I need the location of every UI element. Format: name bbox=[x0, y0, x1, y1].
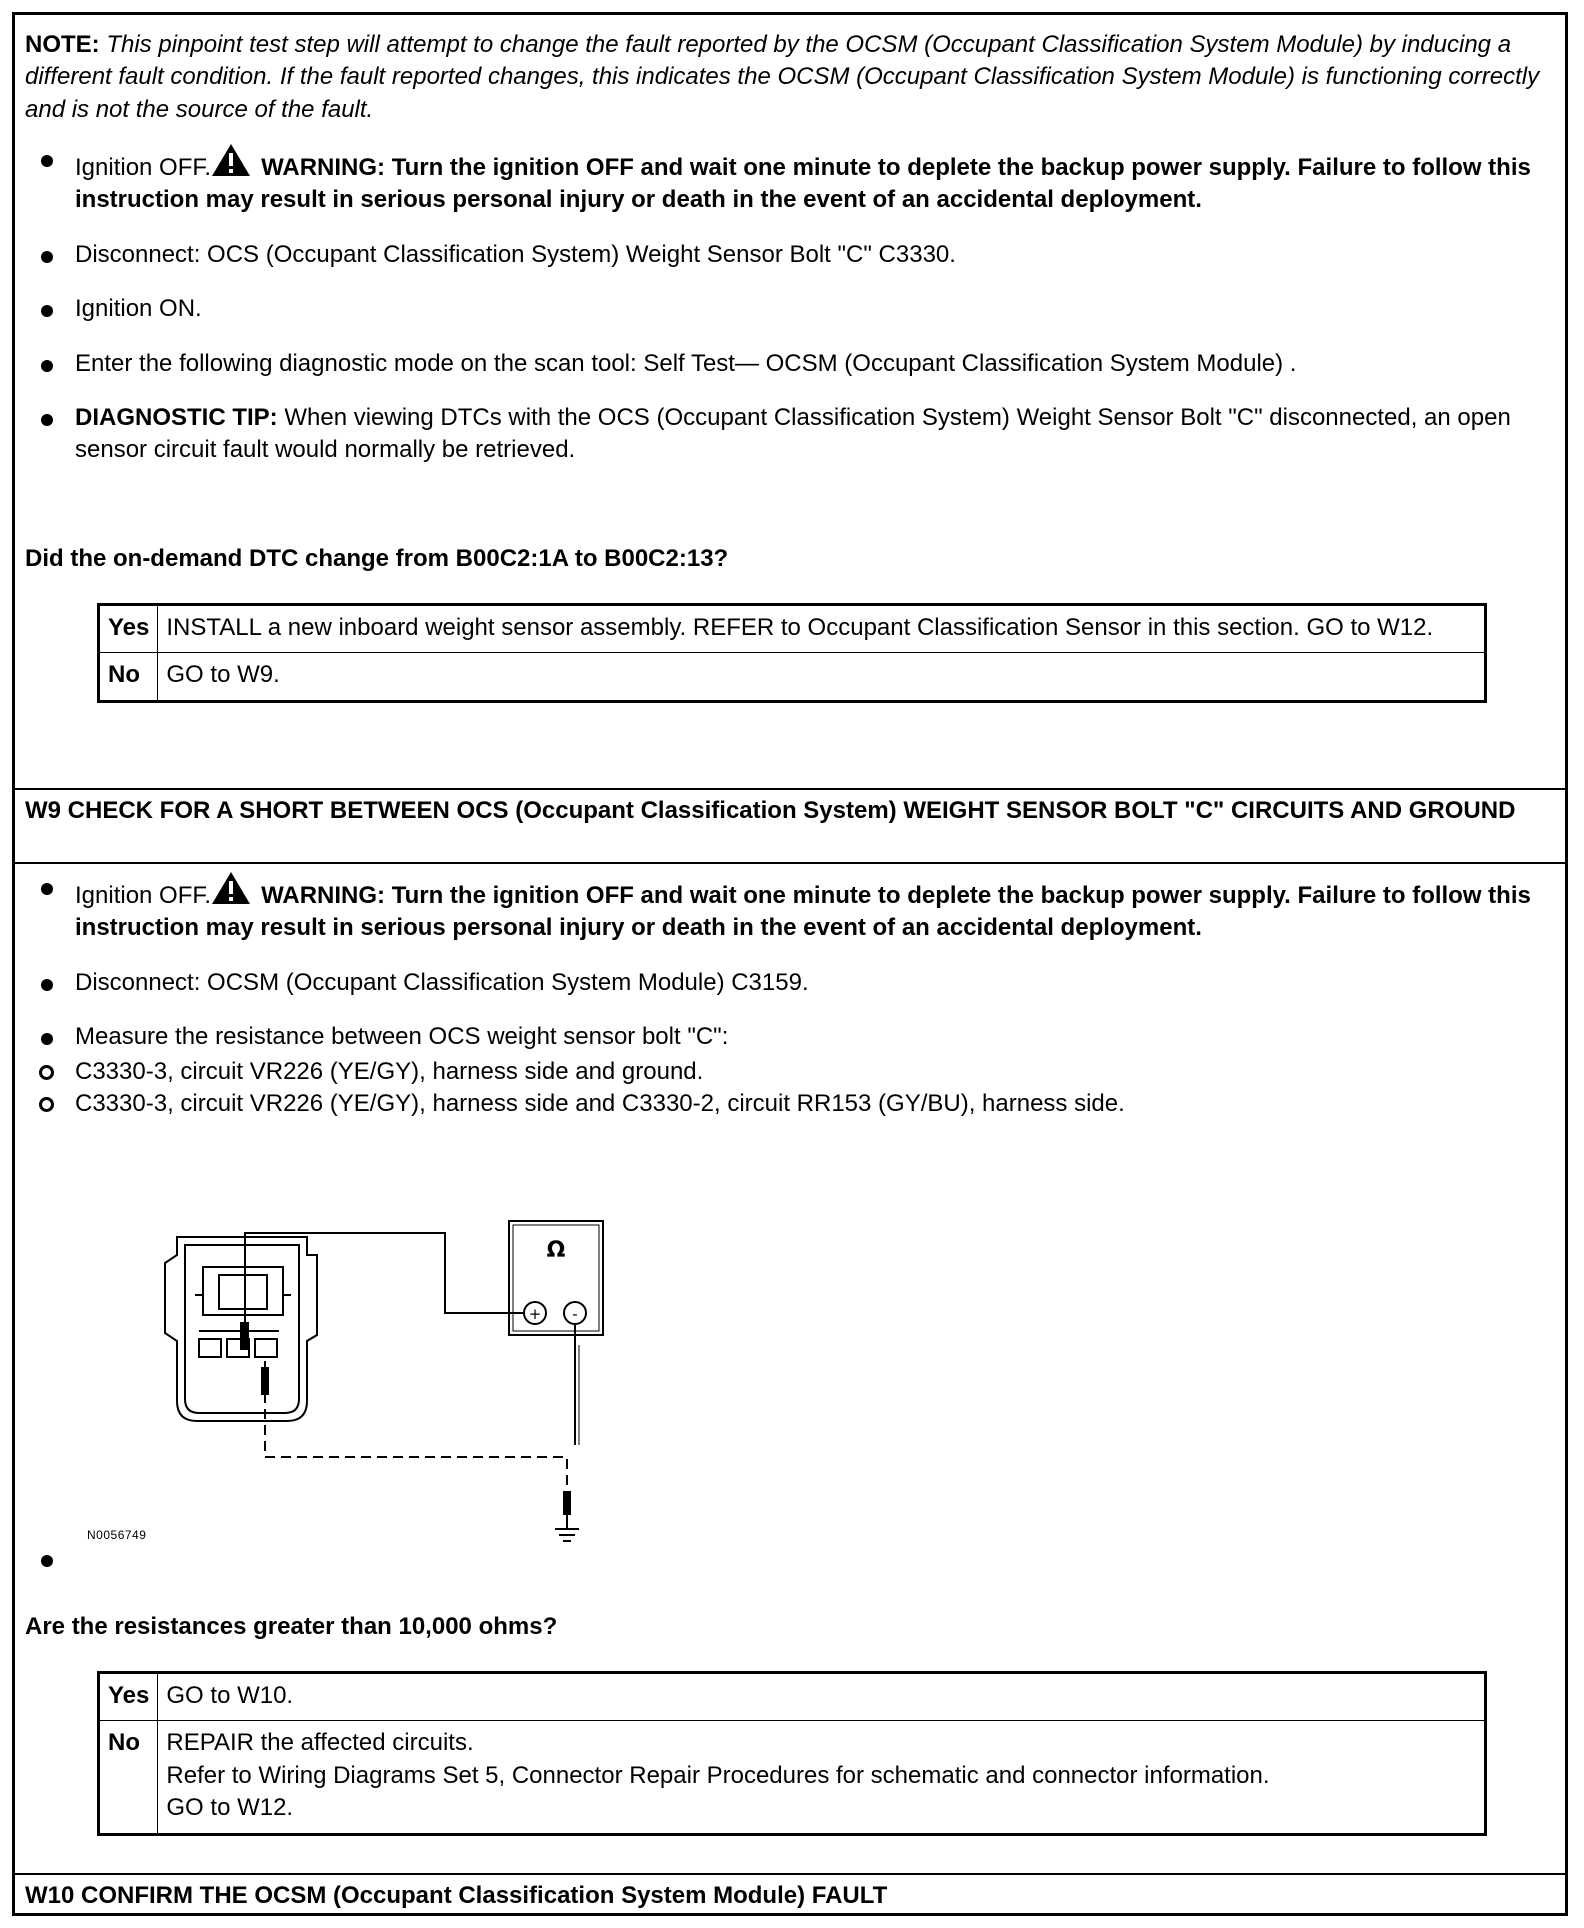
answer-key: Yes bbox=[99, 1673, 158, 1721]
dashed-ground-path bbox=[265, 1361, 567, 1503]
answer-text bbox=[158, 1721, 1486, 1834]
w10-heading: W10 CONFIRM THE OCSM (Occupant Classification System Module) FAULT bbox=[25, 1882, 888, 1909]
w9-measure-text: Measure the resistance between OCS weight sensor bolt "C": bbox=[75, 1023, 729, 1051]
w9-bullet-ignition-off bbox=[15, 871, 1565, 945]
w9-answer-yes-row bbox=[99, 1673, 1486, 1721]
meter-minus-terminal: - bbox=[572, 1305, 578, 1323]
w9-warning-text: WARNING: Turn the ignition OFF and wait one minute to deplete the backup power supply. Failure to follow this instruction may result in serious personal injury or death in the event of an accidental deployment. bbox=[75, 882, 1531, 942]
w9-answer-no-row bbox=[99, 1721, 1486, 1834]
measurement-list bbox=[75, 1056, 1559, 1121]
figure-id: N0056749 bbox=[87, 1528, 147, 1542]
section-divider bbox=[15, 862, 1565, 864]
w9-answer-table bbox=[97, 1671, 1487, 1836]
answer-line: REPAIR the affected circuits. bbox=[166, 1729, 474, 1757]
w9-disconnect-text: Disconnect: OCSM (Occupant Classification System Module) C3159. bbox=[75, 968, 809, 996]
warning-icon bbox=[211, 143, 251, 177]
meter-ohm-symbol: Ω bbox=[546, 1238, 566, 1263]
w9-bullet-disconnect bbox=[15, 967, 1565, 999]
w8-warning-text: WARNING: Turn the ignition OFF and wait one minute to deplete the backup power supply. Failure to follow this instruction may result in serious personal injury or death in the event of an accidental deployment. bbox=[75, 154, 1531, 214]
note-text: This pinpoint test step will attempt to change the fault reported by the OCSM (Occupant Classification System Module) by inducing a different fault condition. If the fault reported changes, this indicates the OCSM (Occupant Classification System Module) is functioning correctly and is not the source of the fault. bbox=[25, 31, 1540, 123]
w9-step-list bbox=[15, 871, 1565, 1120]
answer-line: GO to W12. bbox=[166, 1794, 294, 1822]
w9-bullet-measure bbox=[15, 1021, 1565, 1120]
answer-line: Refer to Wiring Diagrams Set 5, Connector Repair Procedures for schematic and connector information. bbox=[166, 1761, 1270, 1789]
probe-tip bbox=[261, 1367, 269, 1395]
answer-text: GO to W9. bbox=[158, 653, 1486, 701]
w8-disconnect-text: Disconnect: OCS (Occupant Classification System) Weight Sensor Bolt "C" C3330. bbox=[75, 240, 956, 268]
w8-answer-no-row bbox=[99, 653, 1486, 701]
procedure-frame bbox=[12, 12, 1568, 1916]
w8-bullet-ignition-off bbox=[15, 143, 1565, 217]
w8-bullet-diagnostic-tip bbox=[15, 402, 1565, 467]
w8-bullet-ignition-on bbox=[15, 293, 1565, 325]
w9-question: Are the resistances greater than 10,000 ohms? bbox=[25, 1613, 558, 1640]
answer-key: No bbox=[99, 1721, 158, 1834]
ground-icon bbox=[555, 1515, 579, 1541]
w8-answer-yes-row bbox=[99, 605, 1486, 653]
meter-plus-terminal: + bbox=[528, 1305, 542, 1323]
section-divider bbox=[15, 788, 1565, 790]
w8-bullet-disconnect bbox=[15, 239, 1565, 271]
warning-icon bbox=[211, 871, 251, 905]
measurement-item: C3330-3, circuit VR226 (YE/GY), harness side and C3330-2, circuit RR153 (GY/BU), harness side. bbox=[23, 1088, 1559, 1120]
note-block bbox=[25, 29, 1549, 126]
answer-key: No bbox=[99, 653, 158, 701]
answer-text: GO to W10. bbox=[158, 1673, 1486, 1721]
w8-ignition-on-text: Ignition ON. bbox=[75, 295, 202, 323]
section-divider bbox=[15, 1873, 1565, 1875]
negative-test-lead bbox=[575, 1325, 579, 1445]
w8-ignition-off-text: Ignition OFF. bbox=[75, 154, 212, 181]
answer-key: Yes bbox=[99, 605, 158, 653]
diagnostic-tip-label: DIAGNOSTIC TIP: bbox=[75, 403, 278, 431]
w8-question: Did the on-demand DTC change from B00C2:1A to B00C2:13? bbox=[25, 545, 729, 572]
note-label: NOTE: bbox=[25, 31, 100, 58]
answer-text: INSTALL a new inboard weight sensor assembly. REFER to Occupant Classification Sensor in this section. GO to W12. bbox=[158, 605, 1486, 653]
figure-bullet bbox=[15, 1528, 1565, 1563]
probe-tip bbox=[563, 1491, 571, 1515]
w8-scan-tool-text: Enter the following diagnostic mode on the scan tool: Self Test— OCSM (Occupant Classification System Module) . bbox=[75, 349, 1297, 377]
w9-heading: W9 CHECK FOR A SHORT BETWEEN OCS (Occupant Classification System) WEIGHT SENSOR BOLT "C" CIRCUITS AND GROUND bbox=[25, 797, 1516, 824]
w9-ignition-off-text: Ignition OFF. bbox=[75, 882, 212, 909]
w8-answer-table bbox=[97, 603, 1487, 703]
w8-step-list bbox=[15, 143, 1565, 467]
measurement-item: C3330-3, circuit VR226 (YE/GY), harness side and ground. bbox=[23, 1056, 1559, 1088]
resistance-measurement-diagram bbox=[155, 1195, 615, 1555]
figure-bullet-list bbox=[15, 1528, 1565, 1563]
w8-bullet-scan-tool bbox=[15, 348, 1565, 380]
diagnostic-tip-text: When viewing DTCs with the OCS (Occupant Classification System) Weight Sensor Bolt "C" disconnected, an open sensor circuit fault would normally be retrieved. bbox=[75, 403, 1511, 464]
